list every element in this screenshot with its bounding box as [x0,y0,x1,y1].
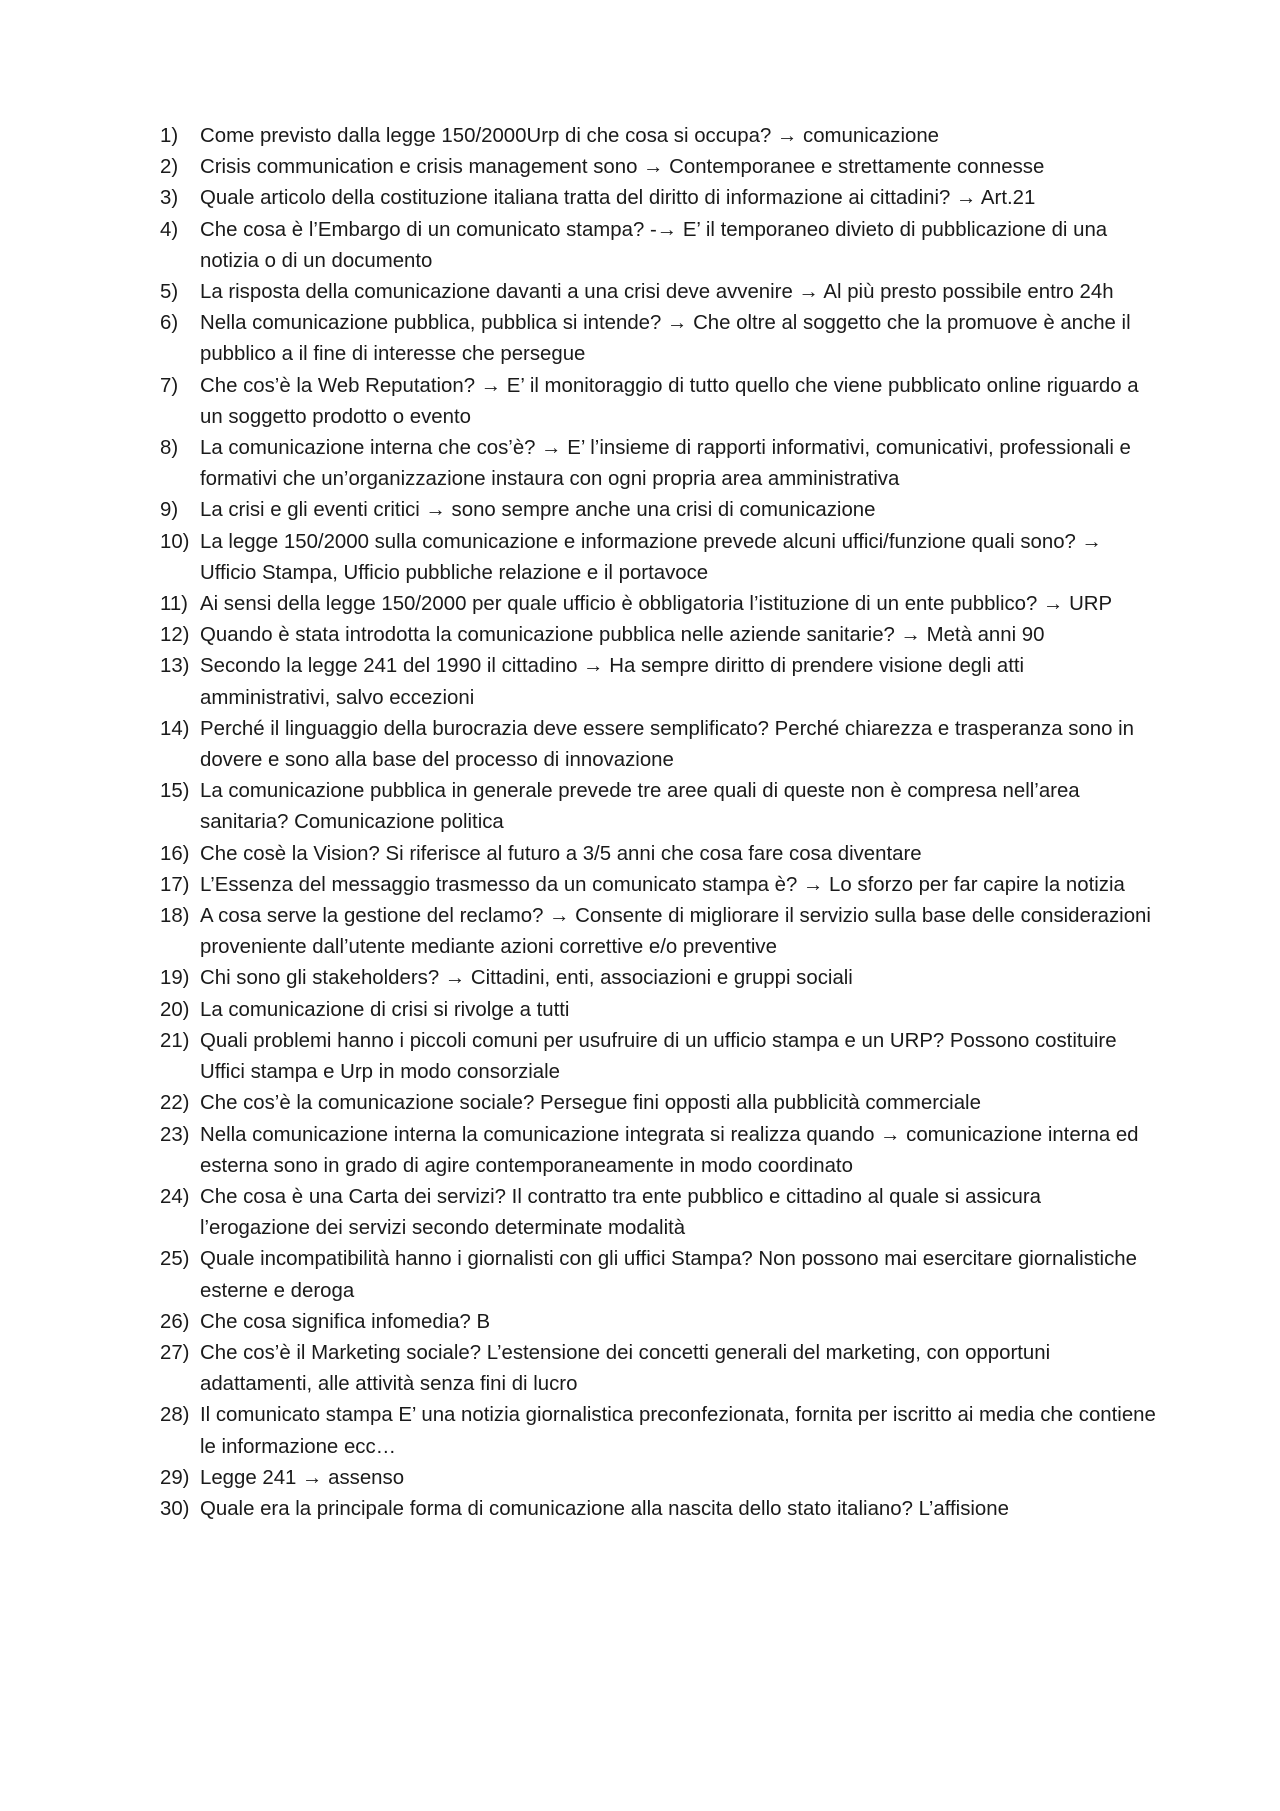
list-item [160,1182,1156,1244]
item-number: 9) [160,499,179,522]
list-item [160,1463,1156,1494]
item-number: 7) [160,374,179,397]
item-text: Che cos’è il Marketing sociale? L’estensione dei concetti generali del marketing, con opportuni adattamenti, alle attività senza fini di lucro [200,1341,1051,1396]
item-text: Quale era la principale forma di comunicazione alla nascita dello stato italiano? L’affisione [200,1497,1009,1520]
item-number: 13) [160,655,190,678]
item-number: 15) [160,780,190,803]
item-number: 18) [160,905,190,928]
item-number: 6) [160,312,179,335]
list-item [160,152,1156,183]
item-number: 28) [160,1404,190,1427]
item-number: 1) [160,125,179,147]
item-text: La comunicazione pubblica in generale prevede tre aree quali di queste non è compresa nell’area sanitaria? Comunicazione politica [200,780,1080,834]
item-number: 25) [160,1248,190,1271]
list-item [160,651,1156,713]
item-text: Che cosa è una Carta dei servizi? Il contratto tra ente pubblico e cittadino al quale si assicura l’erogazione dei servizi secondo determinate modalità [200,1185,1042,1240]
list-item [160,995,1156,1026]
item-number: 26) [160,1310,190,1333]
item-number: 2) [160,156,179,179]
item-number: 23) [160,1123,190,1146]
item-number: 27) [160,1341,190,1364]
item-text: Ai sensi della legge 150/2000 per quale ufficio è obbligatoria l’istituzione di un ente pubblico? → URP [200,593,1113,616]
item-number: 3) [160,187,179,210]
list-item [160,183,1156,214]
item-text: La comunicazione di crisi si rivolge a tutti [200,998,570,1021]
item-text: Nella comunicazione pubblica, pubblica si intende? → Che oltre al soggetto che la promuove è anche il pubblico a il fine di interesse che persegue [200,312,1131,366]
item-number: 4) [160,218,179,241]
item-number: 17) [160,873,190,896]
list-item [160,308,1156,370]
item-text: Secondo la legge 241 del 1990 il cittadino → Ha sempre diritto di prendere visione degli atti amministrativi, salvo eccezioni [200,655,1025,709]
list-item [160,433,1156,495]
list-item [160,215,1156,277]
item-text: A cosa serve la gestione del reclamo? → Consente di migliorare il servizio sulla base delle considerazioni proveniente dall’utente mediante azioni correttive e/o preventive [200,905,1151,959]
item-text: Quale articolo della costituzione italiana tratta del diritto di informazione ai cittadini? → Art.21 [200,187,1036,210]
list-item [160,1400,1156,1462]
list-item [160,1307,1156,1338]
item-number: 14) [160,717,190,740]
qa-list [160,121,1156,1525]
list-item [160,1026,1156,1088]
item-text: La crisi e gli eventi critici → sono sempre anche una crisi di comunicazione [200,499,876,522]
item-text: L’Essenza del messaggio trasmesso da un comunicato stampa è? → Lo sforzo per far capire la notizia [200,873,1125,896]
item-number: 21) [160,1029,190,1052]
list-item [160,776,1156,838]
item-number: 22) [160,1092,190,1115]
item-text: Crisis communication e crisis management sono → Contemporanee e strettamente connesse [200,156,1045,179]
item-text: Che cosè la Vision? Si riferisce al futuro a 3/5 anni che cosa fare cosa diventare [200,842,922,865]
item-text: Come previsto dalla legge 150/2000Urp di che cosa si occupa? → comunicazione [200,125,940,147]
list-item [160,1338,1156,1400]
item-text: Quale incompatibilità hanno i giornalisti con gli uffici Stampa? Non possono mai esercitare giornalistiche esterne e deroga [200,1248,1137,1302]
list-item [160,839,1156,870]
item-text: Che cos’è la comunicazione sociale? Persegue fini opposti alla pubblicità commerciale [200,1092,981,1115]
item-number: 29) [160,1466,190,1489]
list-item [160,1494,1156,1525]
item-number: 20) [160,998,190,1021]
list-item [160,589,1156,620]
item-text: Che cos’è la Web Reputation? → E’ il monitoraggio di tutto quello che viene pubblicato online riguardo a un soggetto prodotto o evento [200,374,1139,428]
item-text: Legge 241 → assenso [200,1466,405,1489]
list-item [160,121,1156,152]
item-text: Che cosa è l’Embargo di un comunicato stampa? -→ E’ il temporaneo divieto di pubblicazione di una notizia o di un documento [200,218,1108,272]
list-item [160,1244,1156,1306]
list-item [160,901,1156,963]
list-item [160,527,1156,589]
item-number: 24) [160,1185,190,1208]
item-text: Quando è stata introdotta la comunicazione pubblica nelle aziende sanitarie? → Metà anni 90 [200,624,1045,647]
item-number: 30) [160,1497,190,1520]
item-text: La comunicazione interna che cos’è? → E’ l’insieme di rapporti informativi, comunicativi, professionali e formativi che un’organizzazione instaura con ogni propria area amministrativa [200,437,1131,491]
list-item [160,870,1156,901]
item-text: La risposta della comunicazione davanti a una crisi deve avvenire → Al più presto possibile entro 24h [200,281,1114,304]
item-text: Chi sono gli stakeholders? → Cittadini, enti, associazioni e gruppi sociali [200,967,853,990]
list-item [160,1120,1156,1182]
item-text: La legge 150/2000 sulla comunicazione e informazione prevede alcuni uffici/funzione quali sono? → Ufficio Stampa, Ufficio pubbliche relazione e il portavoce [200,530,1102,584]
list-item [160,277,1156,308]
list-item [160,963,1156,994]
item-text: Che cosa significa infomedia? B [200,1310,491,1333]
list-item [160,371,1156,433]
item-number: 16) [160,842,190,865]
item-number: 10) [160,530,190,553]
item-number: 19) [160,967,190,990]
item-number: 12) [160,624,190,647]
item-number: 11) [160,593,188,616]
item-number: 8) [160,437,179,460]
list-item [160,1088,1156,1119]
list-item [160,495,1156,526]
item-number: 5) [160,281,179,304]
item-text: Nella comunicazione interna la comunicazione integrata si realizza quando → comunicazione interna ed esterna sono in grado di agire contemporaneamente in modo coordinato [200,1123,1139,1177]
item-text: Il comunicato stampa E’ una notizia giornalistica preconfezionata, fornita per iscritto ai media che contiene le informazione ecc… [200,1404,1156,1458]
item-text: Perché il linguaggio della burocrazia deve essere semplificato? Perché chiarezza e trasperanza sono in dovere e sono alla base del processo di innovazione [200,717,1134,772]
item-text: Quali problemi hanno i piccoli comuni per usufruire di un ufficio stampa e un URP? Possono costituire Uffici stampa e Urp in modo consorziale [200,1029,1117,1084]
list-item [160,620,1156,651]
list-item [160,714,1156,776]
